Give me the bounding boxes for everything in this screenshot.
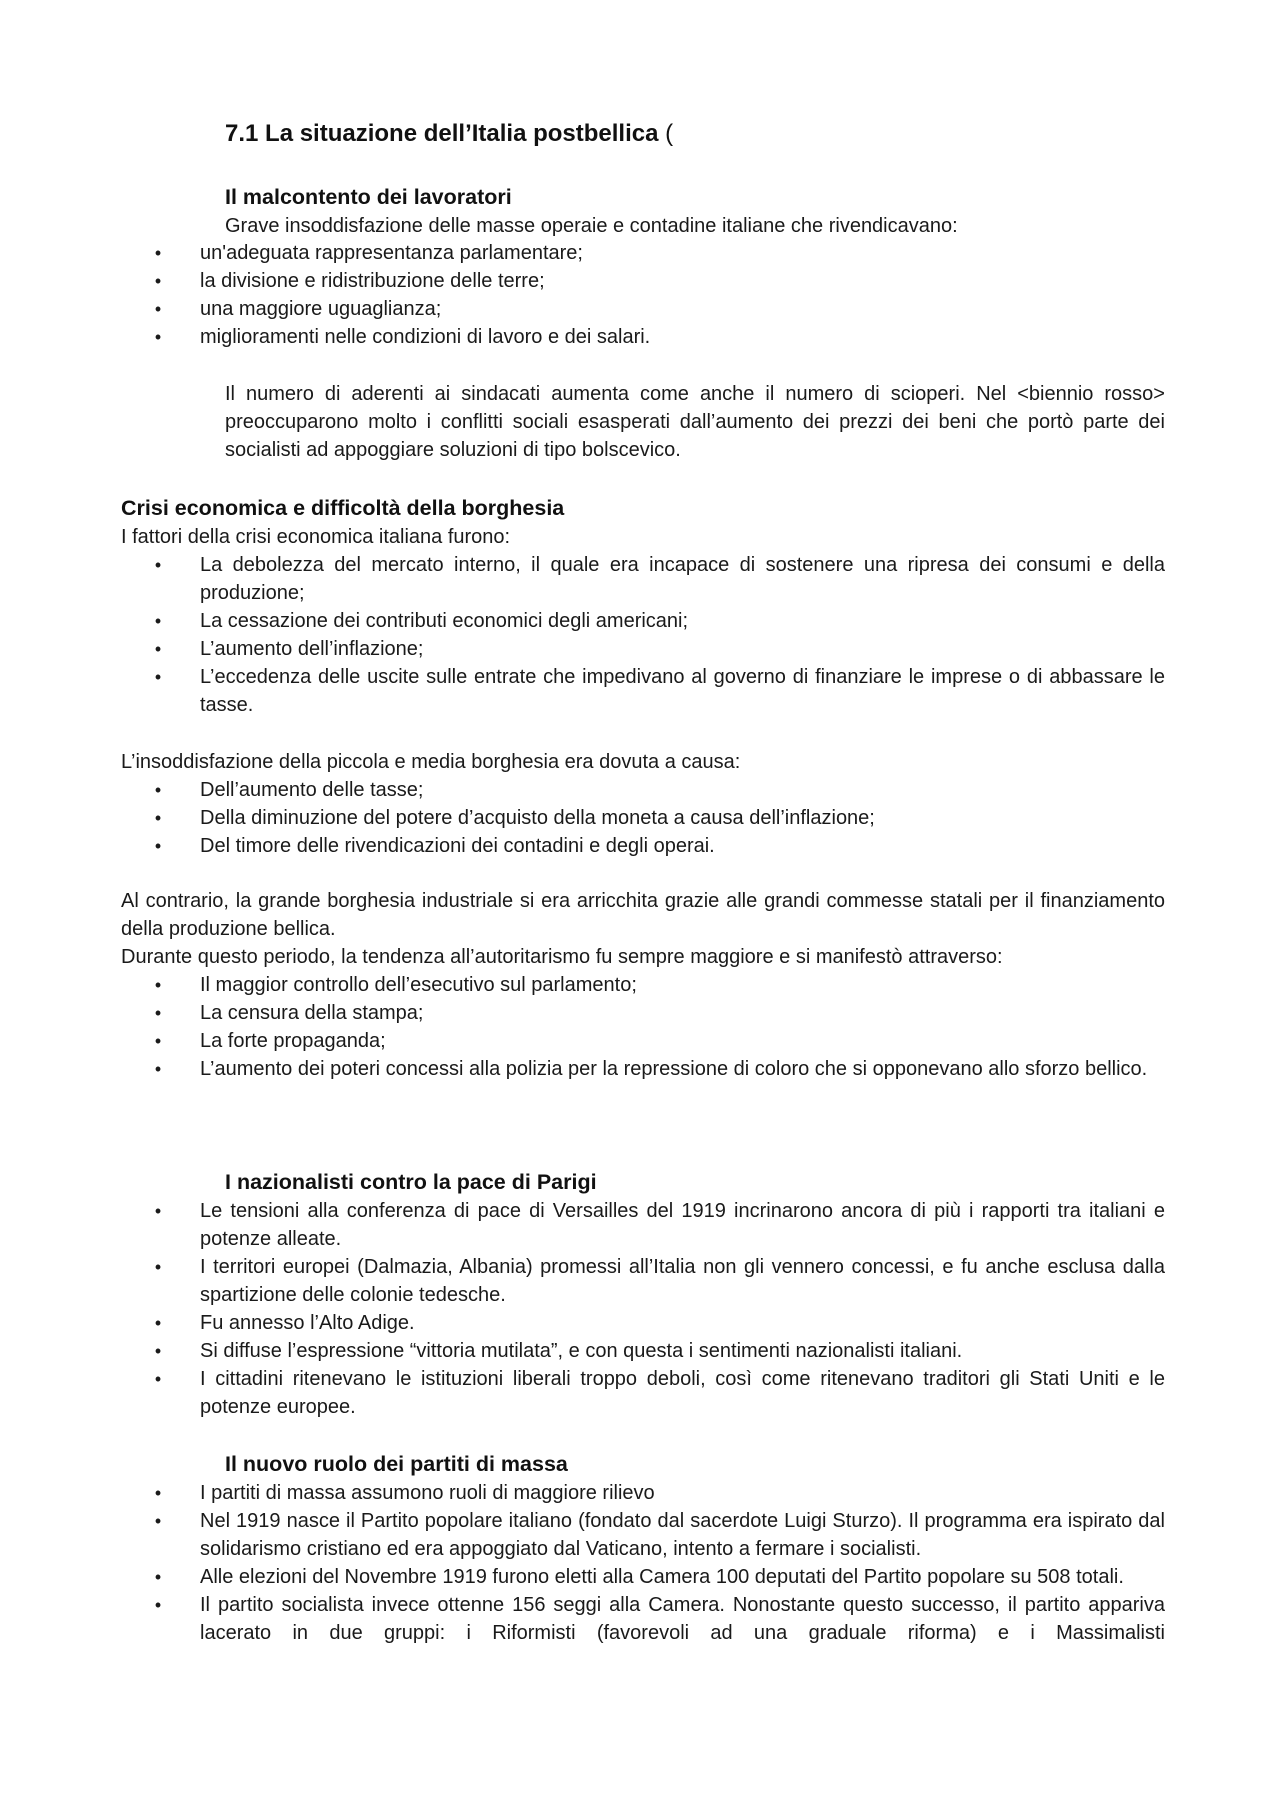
bullet-icon: • (154, 1003, 162, 1023)
bullet-icon: • (154, 975, 162, 995)
list-item-text: miglioramenti nelle condizioni di lavoro e dei salari. (200, 326, 651, 348)
bullet-icon: • (154, 1341, 162, 1361)
list-item (154, 663, 1165, 719)
bullet-list-fattori (154, 551, 1165, 719)
list-item-text: L’aumento dell’inflazione; (200, 638, 424, 660)
list-item-text: Dell’aumento delle tasse; (200, 779, 424, 801)
bullet-icon: • (154, 1567, 162, 1587)
bullet-icon: • (154, 1483, 162, 1503)
list-item (154, 1197, 1165, 1253)
list-item (154, 1365, 1165, 1421)
list-item-text: Le tensioni alla conferenza di pace di Versailles del 1919 incrinarono ancora di più i rapporti tra italiani e potenze alleate. (200, 1200, 1165, 1250)
bullet-icon: • (154, 1511, 162, 1531)
list-item (154, 1055, 1165, 1083)
list-item-text: un'adeguata rappresentanza parlamentare; (200, 242, 583, 264)
bullet-list-lavoratori (154, 239, 1165, 351)
list-item (154, 607, 1165, 635)
list-item-text: Della diminuzione del potere d’acquisto della moneta a causa dell’inflazione; (200, 807, 875, 829)
paragraph-borghesia (121, 748, 1165, 776)
list-item (154, 1309, 1165, 1337)
bullet-icon: • (154, 327, 162, 347)
body-paragraph: Il numero di aderenti ai sindacati aumenta come anche il numero di scioperi. Nel <biennio rosso> preoccuparono molto i conflitti sociali esasperati dall’aumento dei prezzi dei beni che portò parte dei socialisti ad appoggiare soluzioni di tipo bolscevico. (225, 383, 1165, 461)
list-item-text: Alle elezioni del Novembre 1919 furono eletti alla Camera 100 deputati del Partito popolare su 508 totali. (200, 1566, 1124, 1588)
list-item (154, 267, 1165, 295)
section-heading: I nazionalisti contro la pace di Parigi (225, 1170, 597, 1194)
bullet-icon: • (154, 243, 162, 263)
bullet-list-borghesia (154, 776, 1165, 860)
bullet-list-nazionalisti (154, 1197, 1165, 1421)
section-partiti (225, 1450, 1165, 1479)
list-item-text: I cittadini ritenevano le istituzioni liberali troppo deboli, così come ritenevano traditori gli Stati Uniti e le potenze europee. (200, 1368, 1165, 1418)
bullet-icon: • (154, 1313, 162, 1333)
list-item-text: la divisione e ridistribuzione delle terre; (200, 270, 545, 292)
title-text: 7.1 La situazione dell’Italia postbellica (225, 120, 659, 147)
section-heading: Il malcontento dei lavoratori (225, 185, 512, 209)
section-malcontento (225, 183, 1165, 240)
bullet-list-partiti (154, 1479, 1165, 1647)
list-item-text: Fu annesso l’Alto Adige. (200, 1312, 415, 1334)
list-item (154, 804, 1165, 832)
bullet-icon: • (154, 1595, 162, 1615)
list-item (154, 239, 1165, 267)
bullet-icon: • (154, 780, 162, 800)
bullet-icon: • (154, 1201, 162, 1221)
section-heading: Il nuovo ruolo dei partiti di massa (225, 1452, 568, 1476)
list-item-text: Nel 1919 nasce il Partito popolare italiano (fondato dal sacerdote Luigi Sturzo). Il programma era ispirato dal solidarismo cristiano ed era appoggiato dal Vaticano, intento a fermare i socialisti. (200, 1510, 1165, 1560)
section-intro: Grave insoddisfazione delle masse operaie e contadine italiane che rivendicavano: (225, 215, 958, 237)
bullet-icon: • (154, 555, 162, 575)
list-item (154, 1479, 1165, 1507)
section-nazionalisti (225, 1168, 1165, 1197)
bullet-icon: • (154, 1059, 162, 1079)
list-item (154, 323, 1165, 351)
bullet-icon: • (154, 299, 162, 319)
list-item-text: Del timore delle rivendicazioni dei contadini e degli operai. (200, 835, 715, 857)
section-intro: Durante questo periodo, la tendenza all’autoritarismo fu sempre maggiore e si manifestò attraverso: (121, 946, 1003, 968)
list-item-text: Il maggior controllo dell’esecutivo sul parlamento; (200, 974, 637, 996)
list-item (154, 1507, 1165, 1563)
list-item-text: La cessazione dei contributi economici degli americani; (200, 610, 689, 632)
paragraph-sindacati (225, 380, 1165, 464)
bullet-icon: • (154, 836, 162, 856)
list-item-text: La debolezza del mercato interno, il quale era incapace di sostenere una ripresa dei consumi e della produzione; (200, 554, 1165, 604)
list-item-text: I territori europei (Dalmazia, Albania) promessi all’Italia non gli vennero concessi, e fu anche esclusa dalla spartizione delle colonie tedesche. (200, 1256, 1165, 1306)
list-item-text: L’aumento dei poteri concessi alla polizia per la repressione di coloro che si opponevano allo sforzo bellico. (200, 1058, 1148, 1080)
paragraph-grande-borghesia (121, 887, 1165, 971)
title-block (225, 118, 1165, 150)
page-title (225, 118, 1165, 150)
bullet-icon: • (154, 611, 162, 631)
section-intro: L’insoddisfazione della piccola e media borghesia era dovuta a causa: (121, 751, 741, 773)
list-item (154, 1253, 1165, 1309)
section-intro: I fattori della crisi economica italiana furono: (121, 526, 511, 548)
list-item-text: L’eccedenza delle uscite sulle entrate che impedivano al governo di finanziare le imprese o di abbassare le tasse. (200, 666, 1165, 716)
bullet-list-autoritarismo (154, 971, 1165, 1083)
list-item (154, 1337, 1165, 1365)
list-item-text: La censura della stampa; (200, 1002, 424, 1024)
list-item-text: Il partito socialista invece ottenne 156 seggi alla Camera. Nonostante questo successo, il partito appariva lacerato in due gruppi: i Riformisti (favorevoli ad una graduale riforma) e i Massimalisti (200, 1594, 1165, 1644)
list-item (154, 1027, 1165, 1055)
list-item (154, 776, 1165, 804)
bullet-icon: • (154, 808, 162, 828)
body-paragraph: Al contrario, la grande borghesia industriale si era arricchita grazie alle grandi commesse statali per il finanziamento della produzione bellica. (121, 890, 1165, 940)
section-heading: Crisi economica e difficoltà della borghesia (121, 496, 565, 520)
list-item (154, 635, 1165, 663)
list-item-text: I partiti di massa assumono ruoli di maggiore rilievo (200, 1482, 655, 1504)
title-paren: ( (658, 120, 674, 147)
bullet-icon: • (154, 1031, 162, 1051)
list-item (154, 551, 1165, 607)
list-item-text: La forte propaganda; (200, 1030, 386, 1052)
bullet-icon: • (154, 271, 162, 291)
list-item (154, 295, 1165, 323)
list-item (154, 999, 1165, 1027)
list-item (154, 1563, 1165, 1591)
bullet-icon: • (154, 667, 162, 687)
section-crisi (121, 494, 1165, 551)
list-item (154, 971, 1165, 999)
list-item (154, 832, 1165, 860)
bullet-icon: • (154, 1257, 162, 1277)
list-item-text: Si diffuse l’espressione “vittoria mutilata”, e con questa i sentimenti nazionalisti italiani. (200, 1340, 963, 1362)
bullet-icon: • (154, 1369, 162, 1389)
list-item-text: una maggiore uguaglianza; (200, 298, 442, 320)
list-item (154, 1591, 1165, 1647)
bullet-icon: • (154, 639, 162, 659)
